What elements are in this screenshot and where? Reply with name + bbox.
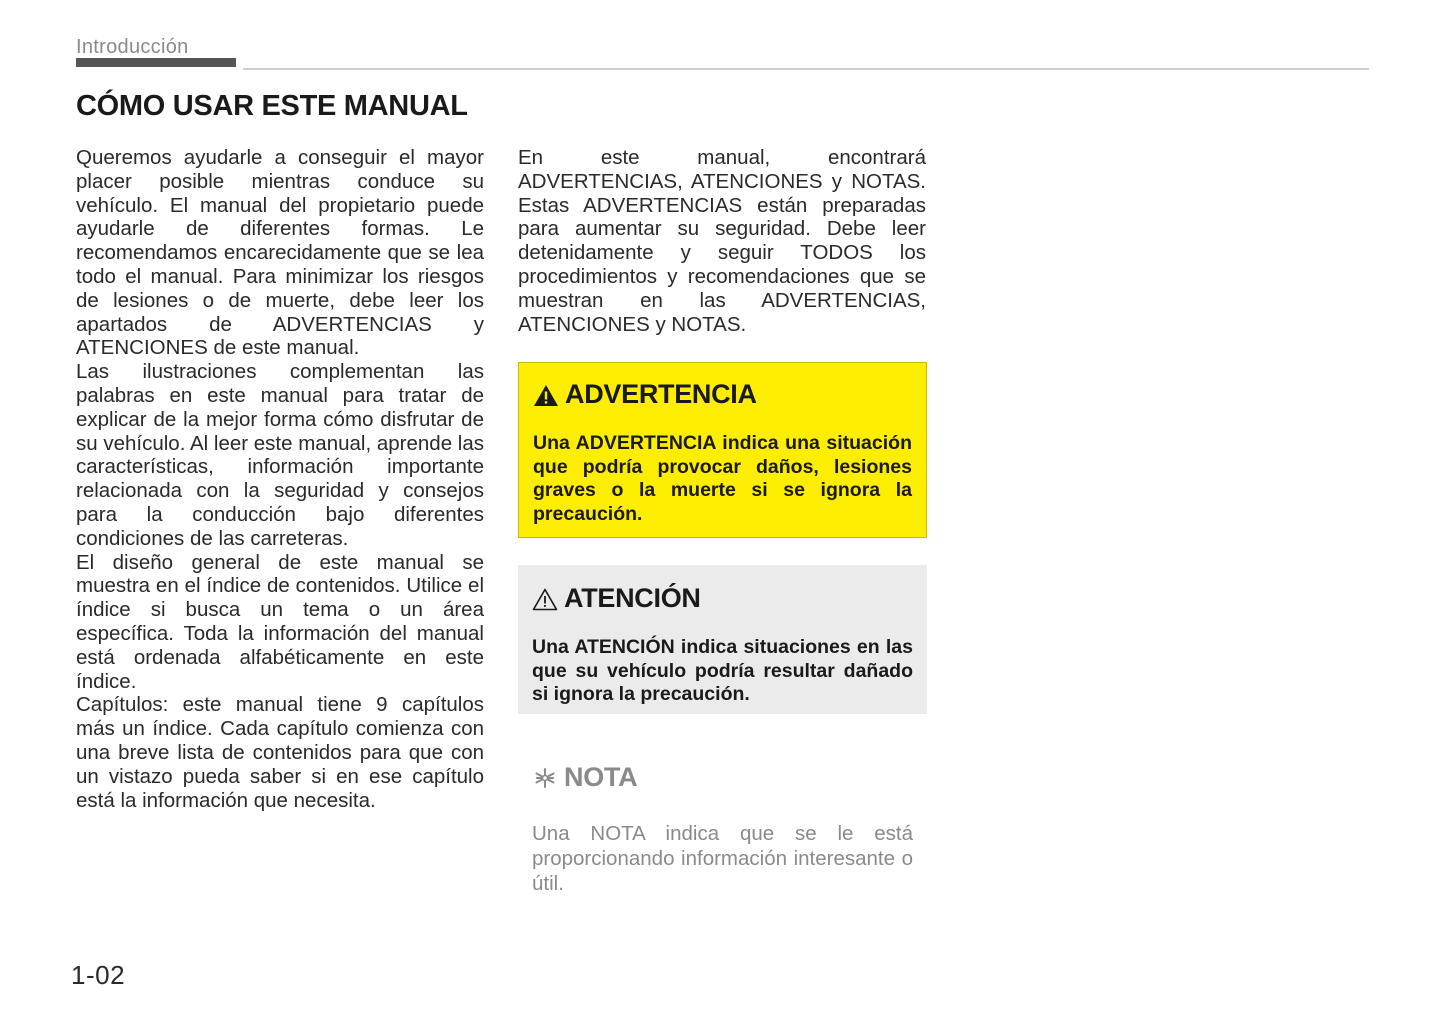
paragraph-illustrations: Las ilustraciones complementan las palabras en este manual para tratar de explicar de la mejor forma cómo disfrutar de su vehículo. Al leer este manual, aprende las características, información importante relacionada con la seguridad y consejos para la conducción bajo diferentes condiciones de las carreteras. [76, 360, 484, 550]
note-box [518, 738, 927, 898]
page-title: CÓMO USAR ESTE MANUAL [76, 90, 468, 122]
left-column [76, 146, 484, 812]
paragraph-chapters: Capítulos: este manual tiene 9 capítulos más un índice. Cada capítulo comienza con una breve lista de contenidos para que con un vistazo pueda saber si en ese capítulo está la información que necesita. [76, 693, 484, 812]
caution-title: ATENCIÓN [564, 583, 701, 613]
warning-body: Una ADVERTENCIA indica una situación que podría provocar daños, lesiones graves o la muerte si se ignora la precaución. [533, 432, 912, 525]
header-divider [243, 68, 1369, 70]
caution-box [518, 565, 927, 714]
paragraph-intro: Queremos ayudarle a conseguir el mayor placer posible mientras conduce su vehículo. El manual del propietario puede ayudarle de diferentes formas. Le recomendamos encarecidamente que se lea todo el manual. Para minimizar los riesgos de lesiones o de muerte, debe leer los apartados de ADVERTENCIAS y ATENCIONES de este manual. [76, 146, 484, 360]
section-label: Introducción [76, 36, 189, 58]
paragraph-warnings-intro: En este manual, encontrará ADVERTENCIAS, ATENCIONES y NOTAS. Estas ADVERTENCIAS están preparadas para aumentar su seguridad. Debe leer detenidamente y seguir TODOS los procedimientos y recomendaciones que se muestran en las ADVERTENCIAS, ATENCIONES y NOTAS. [518, 146, 926, 336]
note-body: Una NOTA indica que se le está proporcionando información interesante o útil. [532, 822, 913, 895]
section-marker-bar [76, 58, 236, 67]
warning-header [533, 379, 912, 410]
paragraph-layout: El diseño general de este manual se muestra en el índice de contenidos. Utilice el índice si busca un tema o un área específica. Toda la información del manual está ordenada alfabéticamente en este índice. [76, 550, 484, 693]
warning-box [518, 362, 927, 538]
warning-triangle-outline-icon [532, 587, 558, 611]
note-title: NOTA [564, 762, 638, 792]
page-number: 1-02 [71, 960, 126, 990]
warning-triangle-filled-icon [533, 383, 559, 407]
caution-body: Una ATENCIÓN indica situaciones en las que su vehículo podría resultar dañado si ignora la precaución. [532, 636, 913, 705]
note-header [532, 762, 913, 793]
asterisk-icon [532, 766, 558, 790]
right-column [518, 146, 926, 336]
warning-title: ADVERTENCIA [565, 379, 757, 409]
caution-header [532, 583, 913, 614]
